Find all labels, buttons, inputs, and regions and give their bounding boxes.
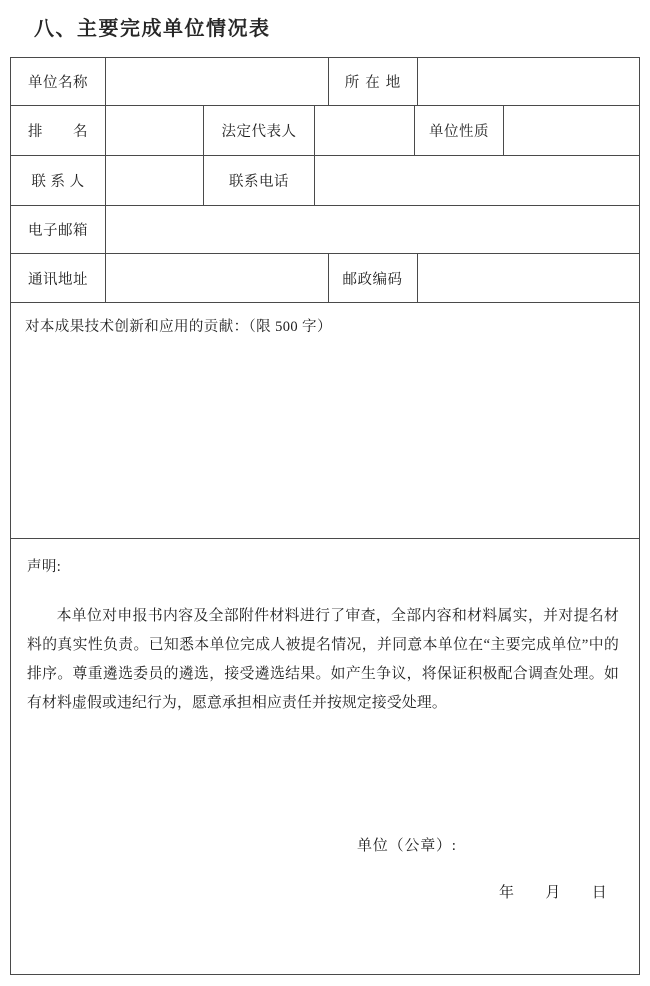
signature-date-line[interactable]: [499, 881, 623, 902]
field-label-contact-person: 联 系 人: [11, 156, 106, 205]
table-row: [11, 206, 639, 254]
field-label-email: 电子邮箱: [11, 206, 106, 253]
declaration-section: [11, 539, 639, 974]
field-input-unit-nature[interactable]: [504, 106, 639, 155]
field-label-contact-phone: 联系电话: [204, 156, 315, 205]
signature-bottom-padding: [27, 902, 623, 974]
field-input-email[interactable]: [106, 206, 639, 253]
field-label-ranking: 排 名: [11, 106, 106, 155]
table-row: [11, 106, 639, 156]
date-year-label: 年: [499, 885, 515, 901]
table-row: [11, 254, 639, 303]
declaration-body-text: 本单位对申报书内容及全部附件材料进行了审查，全部内容和材料属实，并对提名材料的真实性负责。已知悉本单位完成人被提名情况，并同意本单位在“主要完成单位”中的排序。尊重遴选委员的遴选，接受遴选结果。如产生争议，将保证积极配合调查处理。如有材料虚假或违纪行为，愿意承担相应责任并按规定接受处理。: [27, 608, 619, 711]
field-input-contact-phone[interactable]: [315, 156, 639, 205]
date-day-label: 日: [591, 885, 608, 901]
field-input-mailing-address[interactable]: [106, 254, 329, 302]
field-input-location[interactable]: [418, 58, 640, 105]
field-input-contact-person[interactable]: [106, 156, 204, 205]
page-title: 八、主要完成单位情况表: [34, 18, 271, 40]
field-label-unit-nature: 单位性质: [415, 106, 504, 155]
field-label-unit-name: 单位名称: [11, 58, 106, 105]
contribution-textarea[interactable]: [25, 336, 625, 516]
declaration-heading: 声明:: [27, 559, 62, 575]
field-label-location: 所在地: [329, 58, 418, 105]
field-input-ranking[interactable]: [106, 106, 204, 155]
table-row: [11, 156, 639, 206]
declaration-spacer: [27, 718, 623, 834]
unit-information-form-table: [10, 57, 640, 975]
field-label-legal-representative: 法定代表人: [204, 106, 315, 155]
contribution-prompt: 对本成果技术创新和应用的贡献：（限 500 字）: [25, 319, 332, 335]
signature-organization-label[interactable]: 单位（公章）:: [357, 838, 457, 854]
field-input-legal-representative[interactable]: [315, 106, 415, 155]
field-label-mailing-address: 通讯地址: [11, 254, 106, 302]
table-row: [11, 58, 639, 106]
contribution-section: [11, 303, 639, 539]
field-label-postal-code: 邮政编码: [329, 254, 418, 302]
field-input-unit-name[interactable]: [106, 58, 329, 105]
date-month-label: 月: [545, 885, 562, 901]
field-input-postal-code[interactable]: [418, 254, 640, 302]
